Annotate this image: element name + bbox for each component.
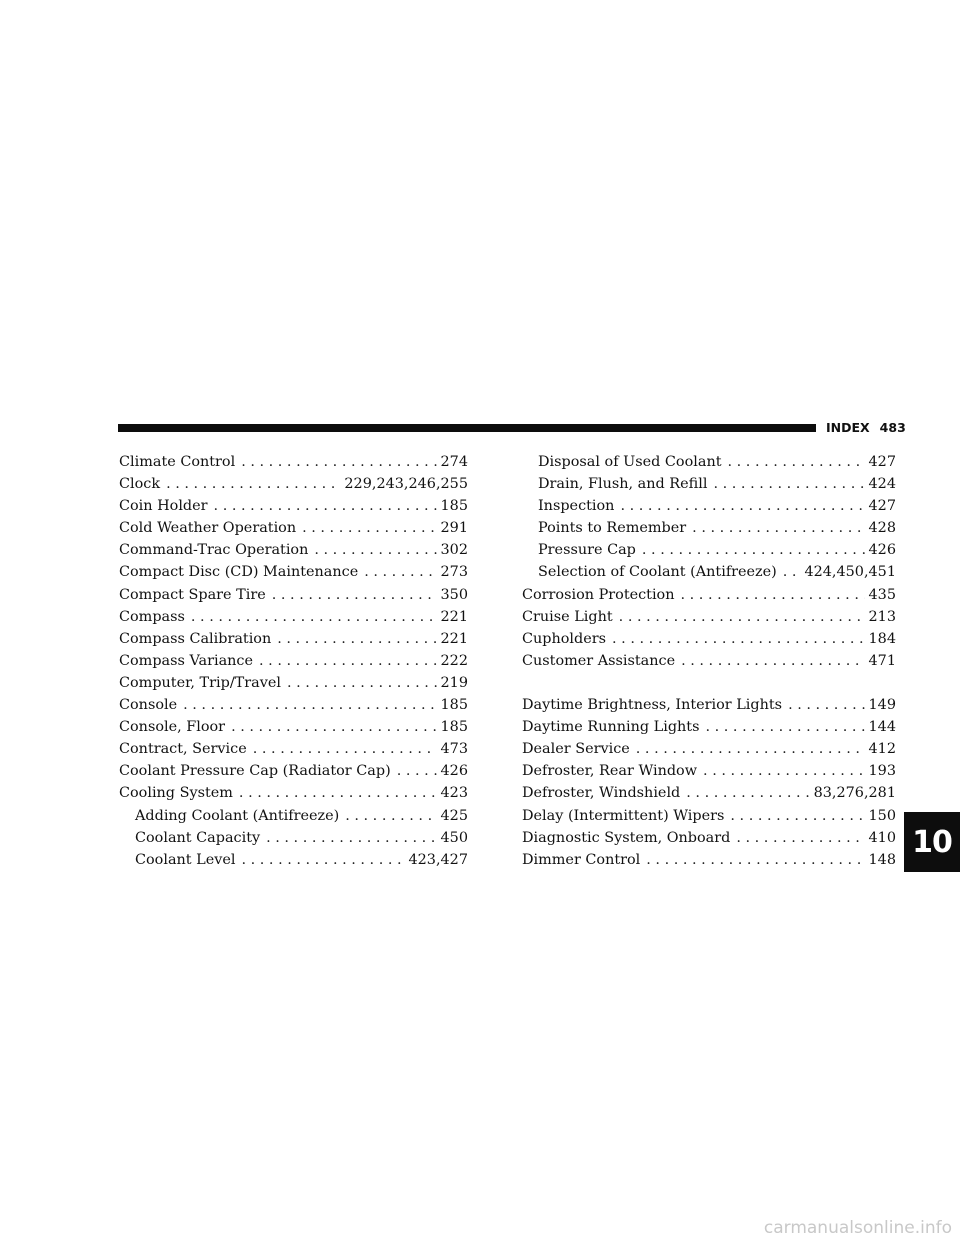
dot-leader [728,451,865,473]
entry-pages: 424,450,451 [804,564,896,581]
index-entry [522,827,896,849]
index-subentry [522,495,896,517]
index-entry [522,738,896,760]
dot-leader [364,561,436,583]
index-entry [119,694,468,716]
entry-term: Console [119,697,178,714]
entry-pages: 219 [440,674,468,691]
index-subentry [522,517,896,539]
index-entry [119,716,468,738]
entry-term: Customer Assistance [522,652,676,669]
dot-leader [253,738,437,760]
dot-leader [166,473,340,495]
entry-term: Defroster, Windshield [522,785,681,802]
entry-pages: 427 [868,498,896,515]
entry-term: Clock [119,476,161,493]
index-entry [119,517,468,539]
entry-term: Dealer Service [522,741,630,758]
index-subentry [522,539,896,561]
dot-leader [183,694,436,716]
entry-term: Points to Remember [538,520,687,537]
letter-group-gap [522,672,896,694]
entry-pages: 185 [440,719,468,736]
dot-leader [314,539,436,561]
index-column-right [522,451,896,871]
dot-leader [231,716,436,738]
entry-pages: 193 [868,763,896,780]
dot-leader [788,694,864,716]
entry-term: Disposal of Used Coolant [538,454,722,470]
dot-leader [241,849,404,871]
entry-pages: 423 [440,785,468,802]
entry-pages: 426 [440,763,468,780]
entry-pages: 144 [868,719,896,736]
index-entry [119,628,468,650]
dot-leader [681,584,865,606]
dot-leader [241,451,436,473]
entry-pages: 425 [440,807,468,824]
entry-term: Command-Trac Operation [119,542,309,559]
entry-term: Cooling System [119,785,233,802]
dot-leader [191,606,437,628]
dot-leader [736,827,864,849]
index-entry [522,849,896,871]
entry-term: Compass Variance [119,652,254,669]
entry-pages: 412 [868,741,896,758]
dot-leader [620,495,864,517]
entry-pages: 221 [440,630,468,647]
index-entry [119,650,468,672]
entry-term: Compass Calibration [119,630,272,647]
dot-leader [646,849,864,871]
index-entry [522,805,896,827]
index-entry [119,561,468,583]
index-entry [119,672,468,694]
dot-leader [636,738,865,760]
entry-term: Compact Spare Tire [119,586,266,603]
entry-term: Climate Control [119,454,236,470]
index-subentry [522,561,896,583]
dot-leader [730,805,864,827]
entry-term: Computer, Trip/Travel [119,674,281,691]
entry-term: Coolant Capacity [135,829,261,846]
entry-pages: 274 [440,454,468,470]
index-subentry [119,805,468,827]
dot-leader [713,473,864,495]
index-entry [119,606,468,628]
entry-term: Corrosion Protection [522,586,675,603]
dot-leader [277,628,436,650]
entry-pages: 424 [868,476,896,493]
dot-leader [612,628,865,650]
entry-term: Cupholders [522,630,607,647]
index-subentry [522,473,896,495]
entry-pages: 428 [868,520,896,537]
entry-pages: 213 [868,608,896,625]
index-entry [119,782,468,804]
entry-pages: 302 [440,542,468,559]
entry-term: Cold Weather Operation [119,520,297,537]
entry-pages: 435 [868,586,896,603]
dot-leader [397,760,437,782]
entry-term: Pressure Cap [538,542,636,559]
index-entry [522,716,896,738]
dot-leader [705,716,864,738]
entry-pages: 426 [868,542,896,559]
header-rule [118,424,816,432]
dot-leader [642,539,865,561]
entry-term: Compass [119,608,185,625]
dot-leader [214,495,437,517]
entry-term: Contract, Service [119,741,247,758]
index-entry [522,584,896,606]
entry-pages: 150 [868,807,896,824]
entry-term: Daytime Brightness, Interior Lights [522,697,783,714]
index-entry [119,473,468,495]
index-entry [119,451,468,473]
index-entry [522,782,896,804]
entry-term: Dimmer Control [522,851,641,868]
index-entry [522,628,896,650]
entry-term: Inspection [538,498,615,515]
dot-leader [239,782,437,804]
entry-pages: 350 [440,586,468,603]
entry-term: Compact Disc (CD) Maintenance [119,564,359,581]
dot-leader [619,606,865,628]
chapter-tab: 10 [904,812,960,872]
dot-leader [302,517,436,539]
dot-leader [266,827,436,849]
dot-leader [681,650,864,672]
entry-term: Selection of Coolant (Antifreeze) [538,564,777,581]
entry-pages: 473 [440,741,468,758]
index-entry [119,539,468,561]
dot-leader [345,805,436,827]
entry-pages: 229,243,246,255 [344,476,468,493]
entry-term: Cruise Light [522,608,613,625]
index-subentry [119,827,468,849]
index-subentry [522,451,896,473]
entry-term: Drain, Flush, and Refill [538,476,708,493]
index-subentry [119,849,468,871]
dot-leader [287,672,437,694]
entry-term: Defroster, Rear Window [522,763,698,780]
entry-pages: 185 [440,498,468,515]
dot-leader [692,517,864,539]
index-entry [119,738,468,760]
entry-pages: 148 [868,851,896,868]
index-entry [522,760,896,782]
entry-pages: 185 [440,697,468,714]
index-entry [119,584,468,606]
section-title: INDEX [826,420,870,435]
entry-term: Adding Coolant (Antifreeze) [135,807,340,824]
running-header [826,420,906,436]
entry-pages: 410 [868,829,896,846]
entry-term: Daytime Running Lights [522,719,700,736]
entry-term: Coolant Level [135,851,236,868]
index-entry [522,606,896,628]
entry-term: Console, Floor [119,719,226,736]
entry-pages: 222 [440,652,468,669]
index-entry [522,650,896,672]
dot-leader [686,782,809,804]
index-entry [522,694,896,716]
entry-pages: 184 [868,630,896,647]
entry-pages: 427 [868,454,896,470]
entry-term: Diagnostic System, Onboard [522,829,731,846]
entry-pages: 221 [440,608,468,625]
dot-leader [783,561,801,583]
entry-pages: 450 [440,829,468,846]
entry-term: Coolant Pressure Cap (Radiator Cap) [119,763,391,780]
entry-pages: 83,276,281 [813,785,896,802]
entry-pages: 273 [440,564,468,581]
entry-pages: 423,427 [408,851,468,868]
index-column-left [119,451,468,871]
dot-leader [259,650,437,672]
entry-pages: 291 [440,520,468,537]
index-entry [119,495,468,517]
index-entry [119,760,468,782]
dot-leader [703,760,864,782]
watermark: carmanualsonline.info [763,1218,952,1238]
entry-pages: 471 [868,652,896,669]
dot-leader [272,584,437,606]
entry-pages: 149 [868,697,896,714]
entry-term: Delay (Intermittent) Wipers [522,807,725,824]
page-number: 483 [879,420,906,435]
entry-term: Coin Holder [119,498,208,515]
